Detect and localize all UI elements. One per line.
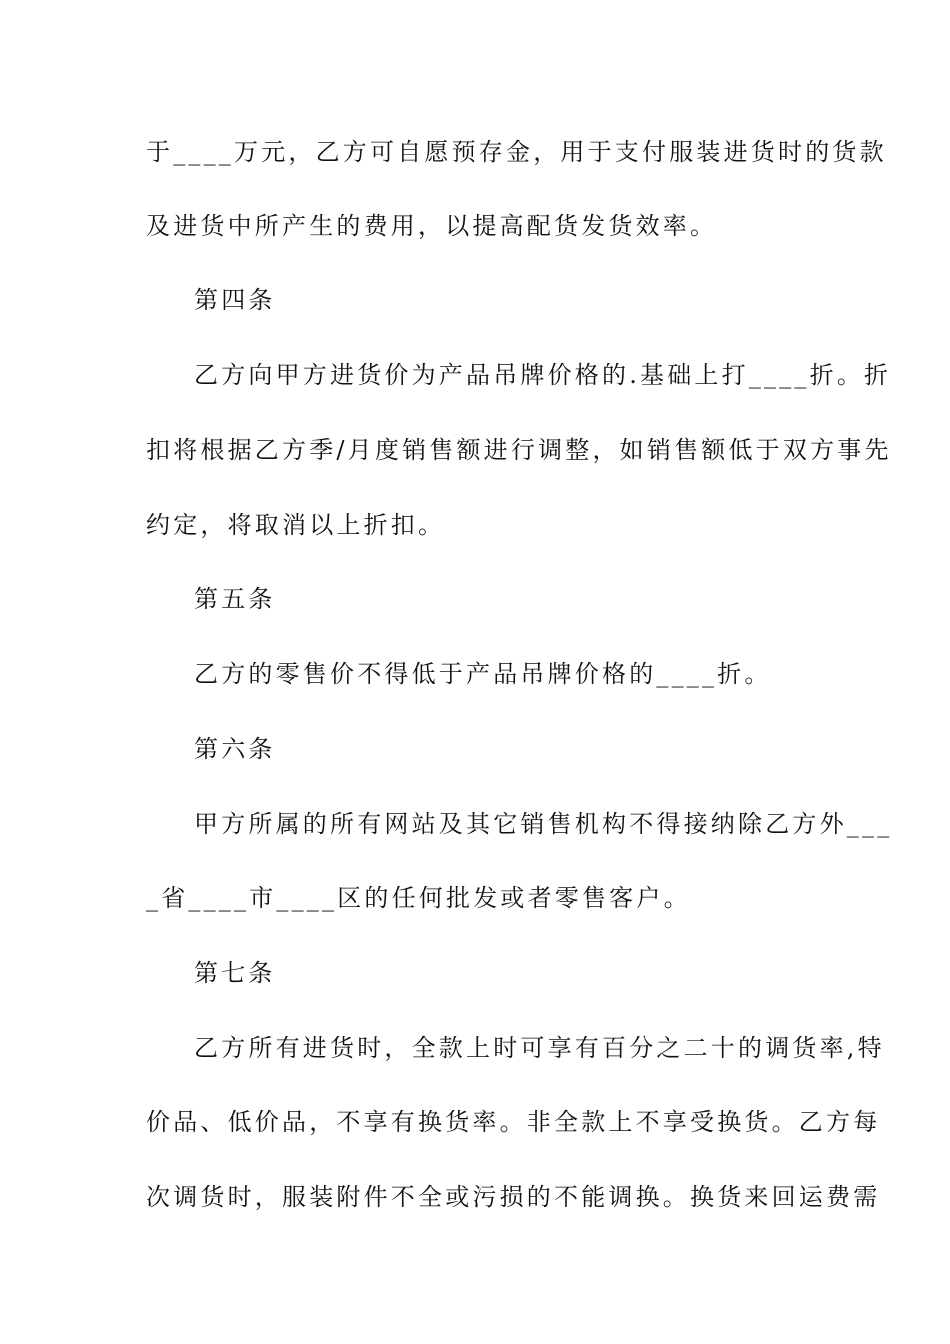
- text-line: 甲方所属的所有网站及其它销售机构不得接纳除乙方外___: [194, 810, 893, 838]
- text-line: 乙方的零售价不得低于产品吊牌价格的____折。: [194, 660, 772, 688]
- article-heading: 第六条: [194, 735, 276, 763]
- text-line: 乙方所有进货时，全款上时可享有百分之二十的调货率,特: [194, 1034, 885, 1062]
- article-heading: 第七条: [194, 959, 276, 987]
- text-line: 扣将根据乙方季/月度销售额进行调整，如销售额低于双方事先: [146, 436, 892, 464]
- text-line: 及进货中所产生的费用，以提高配货发货效率。: [146, 212, 718, 240]
- article-heading: 第五条: [194, 585, 276, 613]
- text-line: 价品、低价品，不享有换货率。非全款上不享受换货。乙方每: [146, 1108, 881, 1136]
- text-line: 约定，将取消以上折扣。: [146, 511, 446, 539]
- text-line: 次调货时，服装附件不全或污损的不能调换。换货来回运费需: [146, 1183, 881, 1211]
- text-line: _省____市____区的任何批发或者零售客户。: [146, 884, 691, 912]
- text-line: 于____万元，乙方可自愿预存金，用于支付服装进货时的货款: [146, 138, 887, 166]
- text-line: 乙方向甲方进货价为产品吊牌价格的.基础上打____折。折: [194, 361, 892, 389]
- article-heading: 第四条: [194, 286, 276, 314]
